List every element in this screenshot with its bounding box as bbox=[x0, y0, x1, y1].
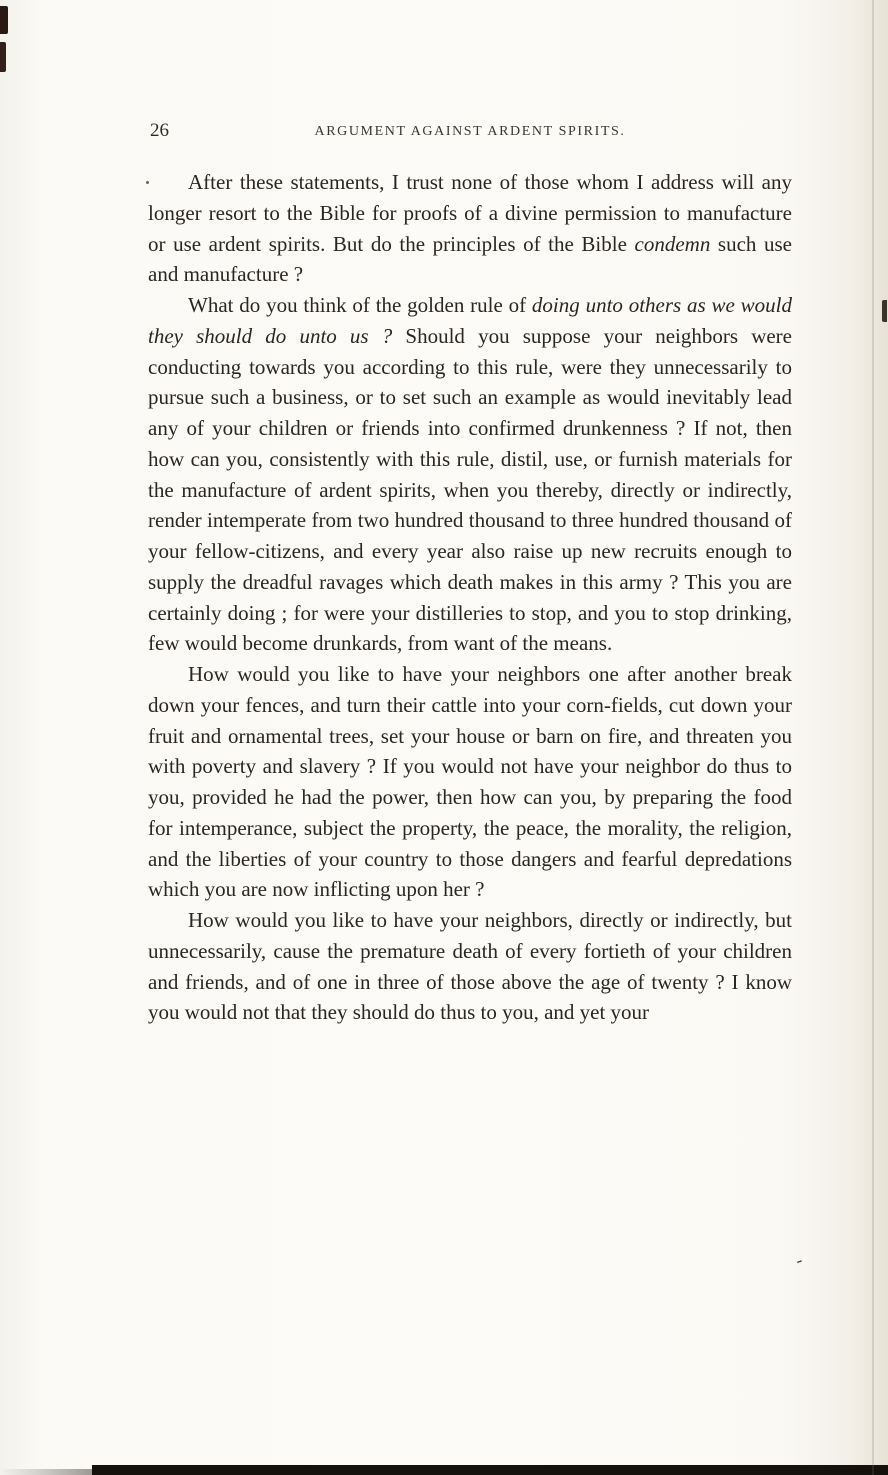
page-body bbox=[148, 167, 792, 1028]
paragraph bbox=[148, 290, 792, 659]
italic-text-segment: doing unto others as we would they should do unto us ? bbox=[148, 293, 793, 348]
paragraph bbox=[148, 905, 792, 1028]
italic-text-segment: condemn bbox=[634, 231, 711, 256]
paragraph bbox=[148, 167, 792, 290]
page-header bbox=[148, 120, 792, 144]
margin-pen-mark: - bbox=[792, 1249, 805, 1271]
text-segment: After these statements, I trust none of those whom I address will any longer resort to the Bible for proofs of a divine permission to manufacture or use ardent spirits. But do the principles of the Bible bbox=[148, 170, 792, 256]
page-number: 26 bbox=[150, 120, 169, 141]
scan-artifact-right-edge bbox=[882, 300, 887, 322]
text-segment: How would you like to have your neighbors, directly or indirectly, but unnecessarily, cause the premature death of every fortieth of your children and friends, and of one in three of those above the age of twenty ? I know you would not that they should do thus to you, and yet your bbox=[148, 908, 792, 1025]
paragraph bbox=[148, 659, 792, 905]
scan-speck bbox=[146, 181, 149, 184]
text-segment: Should you suppose your neighbors were conducting towards you according to this rule, were they unnecessarily to pursue such a business, or to set such an example as would inevitably lead any of your children or friends into confirmed drunkenness ? If not, then how can you, consistently with this rule, distil, use, or furnish materials for the manufacture of ardent spirits, when you thereby, directly or indirectly, render intemperate from two hundred thousand to three hundred thousand of your fellow-citizens, and every year also raise up new recruits enough to supply the dreadful ravages which death makes in this army ? This you are certainly doing ; for were your distilleries to stop, and you to stop drinking, few would become drunkards, from want of the means. bbox=[148, 323, 792, 656]
text-segment: such use and manufacture ? bbox=[148, 231, 792, 287]
scan-artifact-bottom-fade bbox=[0, 1469, 92, 1475]
text-segment: How would you like to have your neighbors one after another break down your fences, and turn their cattle into your corn-fields, cut down your fruit and ornamental trees, set your house or barn on fire, and threaten you with poverty and slavery ? If you would not have your neighbor do thus to you, provided he had the power, then how can you, by preparing the food for intemperance, subject the property, the peace, the morality, the religion, and the liberties of your country to those dangers and fearful depredations which you are now inflicting upon her ? bbox=[148, 662, 792, 902]
running-title: ARGUMENT AGAINST ARDENT SPIRITS. bbox=[314, 124, 626, 139]
text-segment: What do you think of the golden rule of bbox=[188, 293, 532, 317]
scan-artifact-top-left-2 bbox=[0, 42, 6, 72]
scan-artifact-bottom-bar bbox=[92, 1465, 888, 1475]
scan-artifact-top-left-1 bbox=[0, 6, 8, 34]
